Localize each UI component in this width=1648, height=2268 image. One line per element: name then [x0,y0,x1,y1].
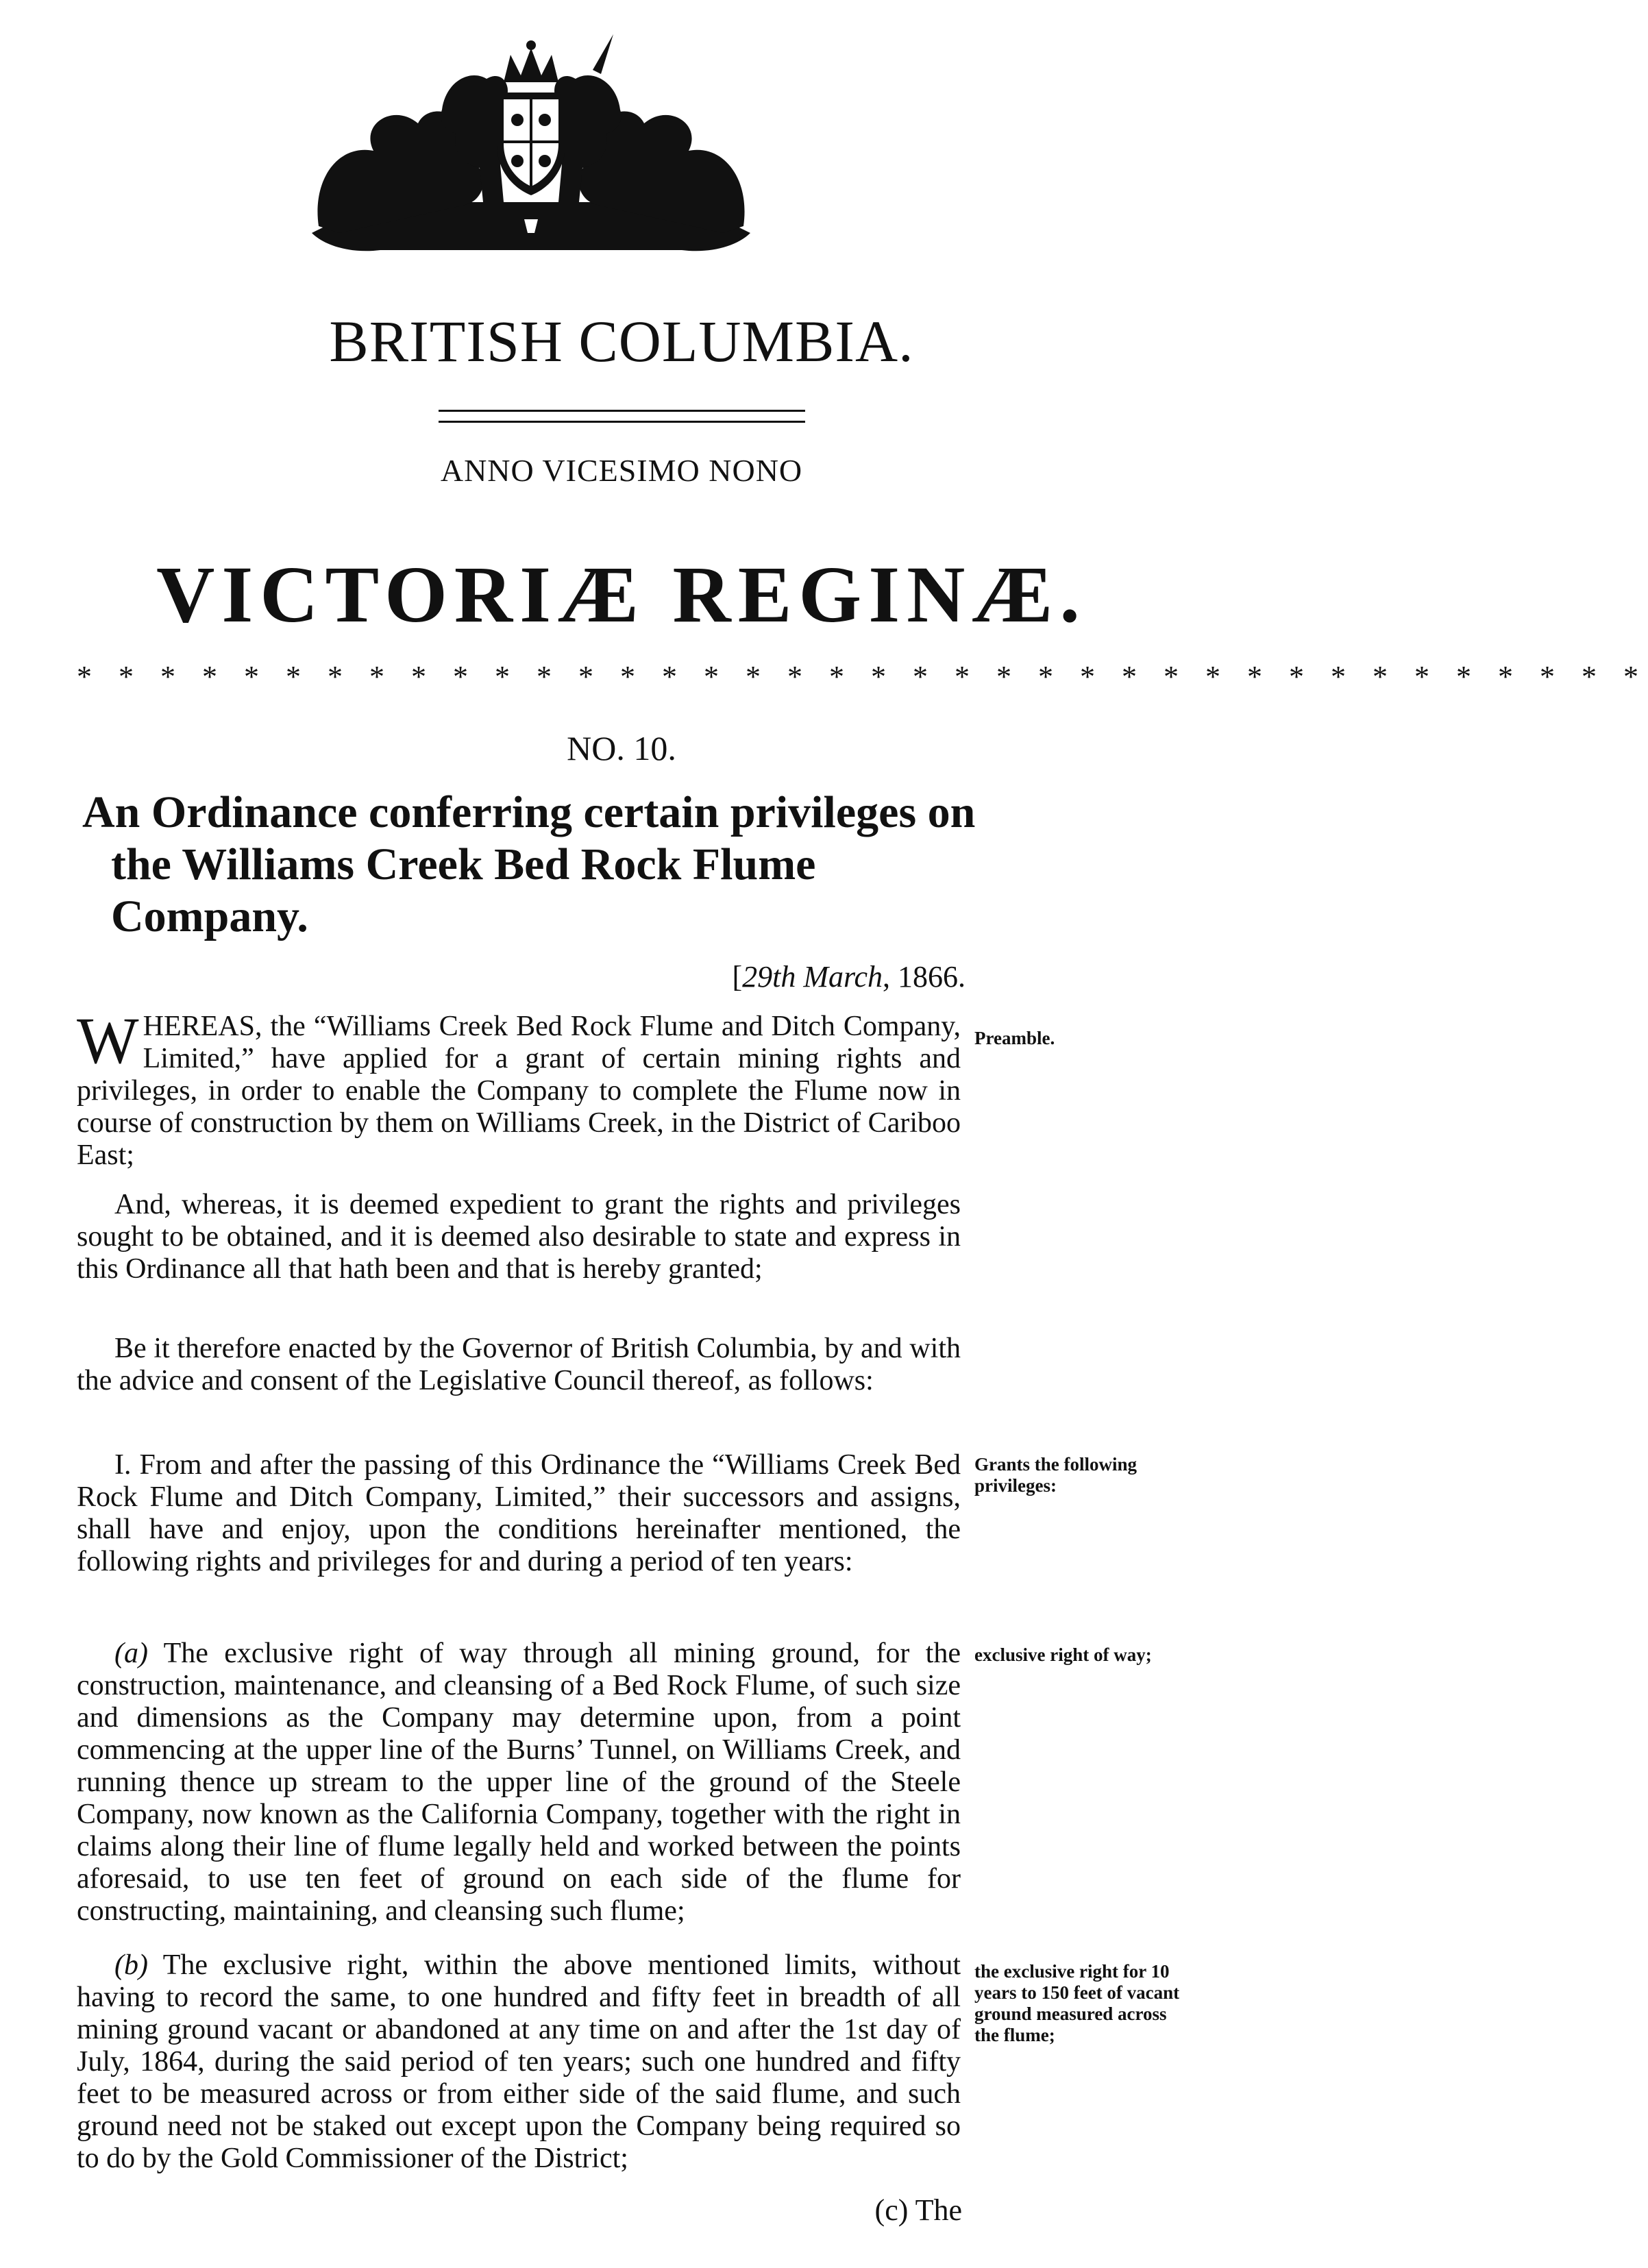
clause-b-text: The exclusive right, within the above mentioned limits, without having to record the same, to one hundred and fifty feet in breadth of all mining ground vacant or abandoned at any time on and after the 1st day of July, 1864, during the said period of ten years; such one hundred and fifty feet to be measured across or from either side of the said flume, and such ground need not be staked out except upon the Company being required so to do by the Gold Commissioner of the District; [77,1949,961,2174]
date-day-month: 29th March [742,960,883,994]
regnal-heading: VICTORIÆ REGINÆ. [156,550,1087,639]
margin-note-grants: Grants the following privileges: [974,1454,1137,1496]
margin-note-preamble: Preamble. [974,1028,1055,1048]
clause-a-label: (a) [114,1638,148,1669]
enactment-date [732,959,966,994]
date-bracket: [ [732,960,743,994]
whereas-paragraph: And, whereas, it is deemed expedient to grant the rights and privileges sought to be obtained, and it is deemed also desirable to state and express in this Ordinance all that hath been and that is hereby granted; [77,1189,961,1285]
asterisk-divider: * * * * * * * * * * * * * * * * * * * * * * * * * * * * * * * * * * * * * * [77,660,1648,693]
section-one: I. From and after the passing of this Ordinance the “Williams Creek Bed Rock Flume and Ditch Company, Limited,” their successors and assigns, shall have and enjoy, upon the conditions hereinafter mentioned, the following rights and privileges for and during a period of ten years: [77,1449,961,1577]
clause-a [77,1638,961,1927]
date-year: , 1866. [883,960,966,994]
double-rule-bottom [439,421,805,423]
preamble-text: HEREAS, the “Williams Creek Bed Rock Flume and Ditch Company, Limited,” have applied for a grant of certain mining rights and privileges, in order to enable the Company to complete the Flume now in course of construction by them on Williams Creek, in the District of Cariboo East; [77,1011,961,1171]
clause-b-label: (b) [114,1949,148,1981]
province-heading: BRITISH COLUMBIA. [329,308,914,374]
preamble-paragraph [77,1004,961,1172]
royal-coat-of-arms [298,27,764,260]
margin-note-right-of-way: exclusive right of way; [974,1644,1152,1665]
clause-a-text: The exclusive right of way through all mining ground, for the construction, maintenance, and cleansing of a Bed Rock Flume, of such size and dimensions as the Company may determine upon, from a point commencing at the upper line of the Burns’ Tunnel, on Williams Creek, and running thence up stream to the upper line of the ground of the Steele Company, now known as the California Company, together with the right in claims along their line of flume legally held and worked between the points aforesaid, to use ten feet of ground on each side of the flume for constructing, maintaining, and cleansing such flume; [77,1638,961,1927]
ordinance-title: An Ordinance conferring certain privileges on the Williams Creek Bed Rock Flume Company. [82,787,976,941]
clause-b [77,1949,961,2175]
ordinance-number: NO. 10. [567,729,676,767]
anno-heading: ANNO VICESIMO NONO [440,453,803,488]
margin-note-exclusive-right: the exclusive right for 10 years to 150 feet of vacant ground measured across the flume; [974,1961,1180,2045]
enacting-clause: Be it therefore enacted by the Governor of British Columbia, by and with the advice and consent of the Legislative Council thereof, as follows: [77,1333,961,1396]
double-rule-top [439,410,805,412]
drop-cap: W [77,1004,139,1077]
catchword: (c) The [874,2193,962,2227]
